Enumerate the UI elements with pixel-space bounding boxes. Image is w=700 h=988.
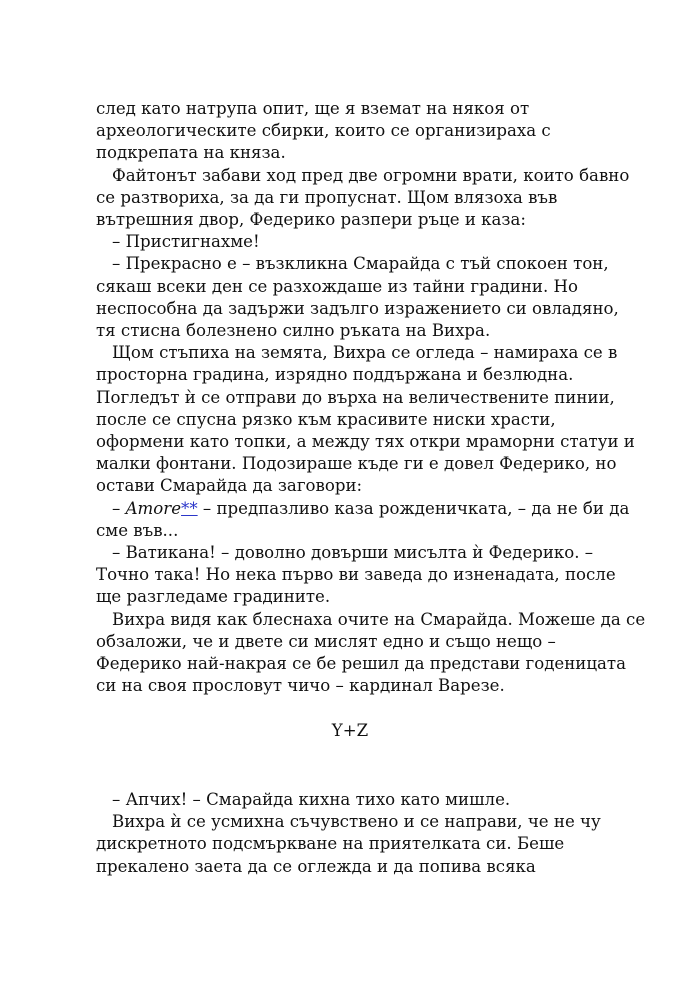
- text-line: ще разгледаме градините.: [96, 587, 331, 607]
- text-line: – Ватикана! – доволно довърши мисълта ѝ Федерико. –: [112, 543, 594, 563]
- text-line: Вихра видя как блеснаха очите на Смарайда. Можеше да се: [112, 609, 646, 629]
- amore-rest: – предпазливо каза рожденичката, – да не би да: [202, 498, 630, 518]
- text-line: сякаш всеки ден се разхождаше из тайни градини. Но: [96, 276, 578, 296]
- text-line: – Апчих! – Смарайда кихна тихо като мишле.: [112, 790, 511, 809]
- text-line: – Пристигнахме!: [112, 232, 260, 252]
- text-line: Федерико най-накрая се бе решил да представи годеницата: [96, 654, 626, 674]
- text-line: след като натрупа опит, ще я вземат на някоя от: [96, 99, 530, 118]
- text-block-upper: [96, 98, 646, 697]
- text-line: оформени като топки, а между тях откри мраморни статуи и: [96, 432, 635, 452]
- text-line: просторна градина, изрядно поддържана и безлюдна.: [96, 365, 574, 385]
- text-line: археологическите сбирки, които се организираха с: [96, 121, 551, 141]
- text-line: вътрешния двор, Федерико разпери ръце и каза:: [96, 210, 526, 230]
- text-line: сме във...: [96, 520, 179, 540]
- text-block-lower: [96, 789, 616, 878]
- footnote-link[interactable]: **: [181, 498, 198, 518]
- text-line: – Прекрасно е – възкликна Смарайда с тъй спокоен тон,: [112, 254, 609, 274]
- text-line: Точно така! Но нека първо ви заведа до изненадата, после: [96, 565, 616, 585]
- dialogue-dash: –: [112, 498, 121, 518]
- text-line: прекалено заета да се оглежда и да попива всяка: [96, 856, 536, 876]
- text-line: малки фонтани. Подозираше къде ги е довел Федерико, но: [96, 454, 617, 474]
- text-line: неспособна да задържи задълго изражението си овладяно,: [96, 298, 619, 318]
- amore-word: Amore: [125, 498, 182, 518]
- text-line: Погледът ѝ се отправи до върха на величествените пинии,: [96, 387, 615, 407]
- text-line: Вихра ѝ се усмихна съчувствено и се направи, че не чу: [112, 812, 601, 832]
- text-line: тя стисна болезнено силно ръката на Вихра.: [96, 321, 491, 341]
- text-line: Файтонът забави ход пред две огромни врати, които бавно: [112, 165, 630, 185]
- text-line: си на своя прословут чичо – кардинал Варезе.: [96, 676, 505, 696]
- text-line: остави Смарайда да заговори:: [96, 476, 363, 496]
- text-line: се разтвориха, за да ги пропуснат. Щом влязоха във: [96, 187, 558, 207]
- text-line: обзаложи, че и двете си мислят едно и също нещо –: [96, 631, 556, 651]
- text-line: подкрепата на княза.: [96, 143, 286, 163]
- text-line: Щом стъпиха на земята, Вихра се огледа – намираха се в: [112, 343, 618, 363]
- section-separator: Y+Z: [331, 721, 369, 740]
- amore-line: [96, 498, 630, 520]
- text-line: дискретното подсмъркване на приятелката си. Беше: [96, 834, 565, 854]
- text-line: после се спусна рязко към красивите ниски храсти,: [96, 409, 556, 429]
